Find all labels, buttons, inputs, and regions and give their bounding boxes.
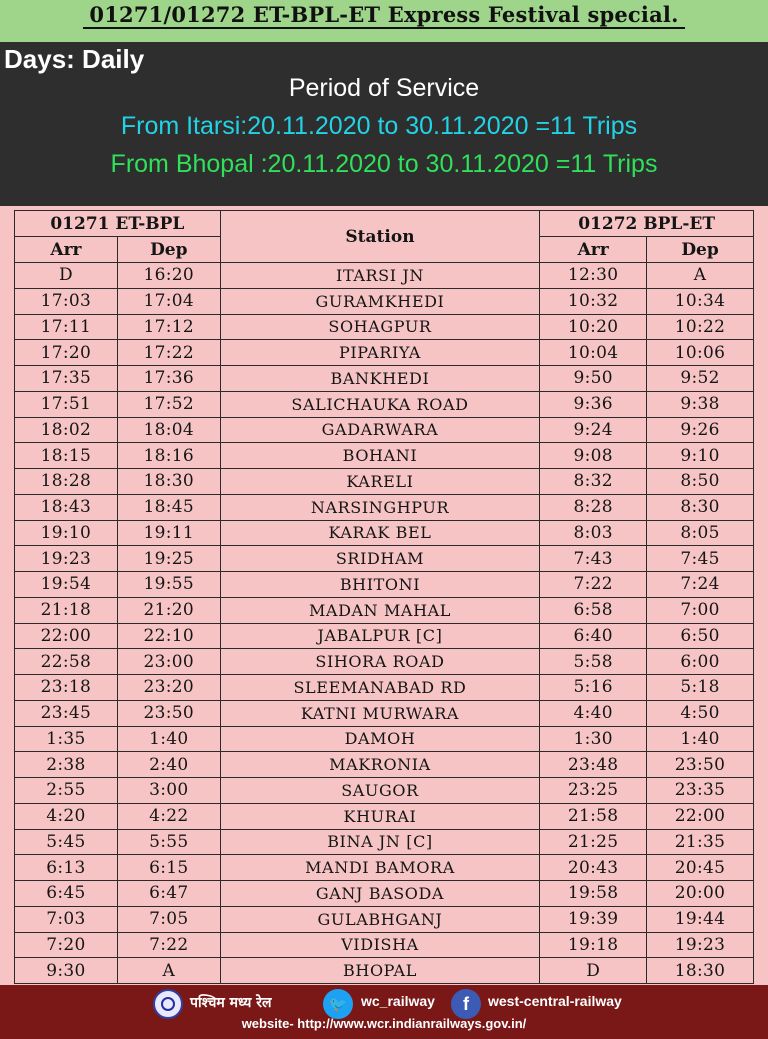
up-dep-cell: 17:12 <box>117 314 220 340</box>
table-row <box>15 546 754 572</box>
up-dep-cell: 19:55 <box>117 572 220 598</box>
station-cell: BHITONI <box>220 572 540 598</box>
station-cell: BINA JN [C] <box>220 829 540 855</box>
table-row <box>15 572 754 598</box>
table-row <box>15 726 754 752</box>
station-cell: BOHANI <box>220 443 540 469</box>
down-arr-cell: 23:48 <box>540 752 647 778</box>
up-arr-cell: 6:45 <box>15 881 118 907</box>
up-dep-cell: 17:36 <box>117 366 220 392</box>
down-dep-header: Dep <box>647 237 754 263</box>
down-arr-cell: 1:30 <box>540 726 647 752</box>
station-cell: BHOPAL <box>220 958 540 984</box>
down-dep-cell: 21:35 <box>647 829 754 855</box>
up-arr-cell: 18:02 <box>15 417 118 443</box>
station-cell: SAUGOR <box>220 778 540 804</box>
up-arr-cell: 21:18 <box>15 597 118 623</box>
up-dep-cell: 6:47 <box>117 881 220 907</box>
down-dep-cell: 6:00 <box>647 649 754 675</box>
website-link[interactable]: website- http://www.wcr.indianrailways.gov.in/ <box>241 1016 527 1031</box>
up-arr-header: Arr <box>15 237 118 263</box>
down-arr-cell: 19:18 <box>540 932 647 958</box>
down-dep-cell: 1:40 <box>647 726 754 752</box>
timetable-area <box>0 206 768 985</box>
up-arr-cell: 17:20 <box>15 340 118 366</box>
up-arr-cell: 22:58 <box>15 649 118 675</box>
table-row <box>15 829 754 855</box>
station-cell: MADAN MAHAL <box>220 597 540 623</box>
table-row <box>15 469 754 495</box>
up-dep-cell: A <box>117 958 220 984</box>
station-cell: KATNI MURWARA <box>220 700 540 726</box>
table-row <box>15 391 754 417</box>
up-arr-cell: 5:45 <box>15 829 118 855</box>
facebook-icon[interactable]: f <box>451 989 481 1019</box>
up-arr-cell: 7:20 <box>15 932 118 958</box>
footer <box>0 985 768 1039</box>
up-dep-cell: 7:22 <box>117 932 220 958</box>
up-arr-cell: 4:20 <box>15 803 118 829</box>
down-arr-cell: 10:32 <box>540 288 647 314</box>
up-arr-cell: 18:15 <box>15 443 118 469</box>
down-arr-cell: 10:20 <box>540 314 647 340</box>
up-dep-cell: 7:05 <box>117 906 220 932</box>
table-row <box>15 958 754 984</box>
station-cell: GADARWARA <box>220 417 540 443</box>
station-cell: JABALPUR [C] <box>220 623 540 649</box>
down-arr-cell: 9:08 <box>540 443 647 469</box>
up-dep-cell: 16:20 <box>117 263 220 289</box>
down-dep-cell: 7:24 <box>647 572 754 598</box>
station-cell: KHURAI <box>220 803 540 829</box>
up-arr-cell: D <box>15 263 118 289</box>
table-row <box>15 417 754 443</box>
down-arr-cell: 9:24 <box>540 417 647 443</box>
station-cell: SALICHAUKA ROAD <box>220 391 540 417</box>
table-row <box>15 881 754 907</box>
twitter-icon[interactable]: 🐦 <box>323 989 353 1019</box>
table-row <box>15 314 754 340</box>
up-dep-cell: 17:22 <box>117 340 220 366</box>
down-dep-cell: 9:38 <box>647 391 754 417</box>
train-down-header: 01272 BPL-ET <box>540 211 754 237</box>
up-arr-cell: 2:38 <box>15 752 118 778</box>
table-row <box>15 443 754 469</box>
table-row <box>15 855 754 881</box>
down-dep-cell: 20:00 <box>647 881 754 907</box>
up-arr-cell: 1:35 <box>15 726 118 752</box>
station-cell: GANJ BASODA <box>220 881 540 907</box>
down-arr-cell: 8:28 <box>540 494 647 520</box>
table-row <box>15 932 754 958</box>
down-dep-cell: 10:06 <box>647 340 754 366</box>
up-arr-cell: 23:45 <box>15 700 118 726</box>
page-title: 01271/01272 ET-BPL-ET Express Festival special. <box>0 2 768 27</box>
up-arr-cell: 19:23 <box>15 546 118 572</box>
facebook-handle-link[interactable]: west-central-railway <box>488 993 622 1009</box>
table-row <box>15 520 754 546</box>
railway-hindi-name: पश्चिम मध्य रेल <box>190 995 272 1011</box>
down-arr-cell: 5:58 <box>540 649 647 675</box>
down-dep-cell: 9:52 <box>647 366 754 392</box>
up-dep-cell: 5:55 <box>117 829 220 855</box>
up-arr-cell: 6:13 <box>15 855 118 881</box>
period-of-service-heading: Period of Service <box>288 74 480 102</box>
up-dep-cell: 18:45 <box>117 494 220 520</box>
down-dep-cell: 4:50 <box>647 700 754 726</box>
down-arr-cell: 7:22 <box>540 572 647 598</box>
up-arr-cell: 2:55 <box>15 778 118 804</box>
down-arr-cell: 8:03 <box>540 520 647 546</box>
up-arr-cell: 23:18 <box>15 675 118 701</box>
down-arr-cell: 10:04 <box>540 340 647 366</box>
station-cell: VIDISHA <box>220 932 540 958</box>
down-dep-cell: 9:10 <box>647 443 754 469</box>
up-dep-cell: 6:15 <box>117 855 220 881</box>
up-arr-cell: 17:51 <box>15 391 118 417</box>
down-arr-cell: 9:36 <box>540 391 647 417</box>
up-dep-cell: 3:00 <box>117 778 220 804</box>
down-arr-cell: 6:40 <box>540 623 647 649</box>
station-cell: PIPARIYA <box>220 340 540 366</box>
up-dep-cell: 17:52 <box>117 391 220 417</box>
down-dep-cell: 10:22 <box>647 314 754 340</box>
up-dep-cell: 22:10 <box>117 623 220 649</box>
down-dep-cell: 19:44 <box>647 906 754 932</box>
up-arr-cell: 19:54 <box>15 572 118 598</box>
service-info-panel <box>0 42 768 206</box>
station-cell: MANDI BAMORA <box>220 855 540 881</box>
table-row <box>15 623 754 649</box>
up-dep-cell: 18:16 <box>117 443 220 469</box>
down-dep-cell: 8:30 <box>647 494 754 520</box>
down-arr-cell: 20:43 <box>540 855 647 881</box>
table-row <box>15 494 754 520</box>
down-arr-cell: 21:58 <box>540 803 647 829</box>
down-dep-cell: 5:18 <box>647 675 754 701</box>
up-dep-cell: 21:20 <box>117 597 220 623</box>
down-arr-cell: 9:50 <box>540 366 647 392</box>
station-cell: SOHAGPUR <box>220 314 540 340</box>
up-arr-cell: 7:03 <box>15 906 118 932</box>
up-arr-cell: 17:11 <box>15 314 118 340</box>
up-dep-cell: 18:30 <box>117 469 220 495</box>
table-row <box>15 340 754 366</box>
table-row <box>15 288 754 314</box>
station-cell: ITARSI JN <box>220 263 540 289</box>
up-dep-cell: 1:40 <box>117 726 220 752</box>
down-dep-cell: 8:05 <box>647 520 754 546</box>
up-arr-cell: 17:03 <box>15 288 118 314</box>
down-dep-cell: 7:00 <box>647 597 754 623</box>
down-arr-cell: 4:40 <box>540 700 647 726</box>
up-dep-cell: 18:04 <box>117 417 220 443</box>
down-arr-cell: 7:43 <box>540 546 647 572</box>
up-arr-cell: 19:10 <box>15 520 118 546</box>
up-dep-cell: 2:40 <box>117 752 220 778</box>
up-dep-cell: 17:04 <box>117 288 220 314</box>
trips-from-itarsi: From Itarsi:20.11.2020 to 30.11.2020 =11 Trips <box>120 112 638 140</box>
down-dep-cell: A <box>647 263 754 289</box>
up-arr-cell: 17:35 <box>15 366 118 392</box>
timetable-body <box>15 263 754 984</box>
down-dep-cell: 8:50 <box>647 469 754 495</box>
down-arr-cell: 21:25 <box>540 829 647 855</box>
station-cell: SRIDHAM <box>220 546 540 572</box>
up-dep-cell: 19:11 <box>117 520 220 546</box>
station-cell: NARSINGHPUR <box>220 494 540 520</box>
station-cell: GURAMKHEDI <box>220 288 540 314</box>
station-cell: GULABHGANJ <box>220 906 540 932</box>
down-dep-cell: 22:00 <box>647 803 754 829</box>
up-dep-cell: 23:00 <box>117 649 220 675</box>
table-row <box>15 803 754 829</box>
title-bar <box>0 0 768 42</box>
down-arr-cell: 5:16 <box>540 675 647 701</box>
up-dep-header: Dep <box>117 237 220 263</box>
down-arr-cell: 19:39 <box>540 906 647 932</box>
up-arr-cell: 22:00 <box>15 623 118 649</box>
up-dep-cell: 23:50 <box>117 700 220 726</box>
down-dep-cell: 23:50 <box>647 752 754 778</box>
up-dep-cell: 19:25 <box>117 546 220 572</box>
down-dep-cell: 9:26 <box>647 417 754 443</box>
down-arr-cell: 19:58 <box>540 881 647 907</box>
down-dep-cell: 10:34 <box>647 288 754 314</box>
down-dep-cell: 6:50 <box>647 623 754 649</box>
up-arr-cell: 18:28 <box>15 469 118 495</box>
station-cell: MAKRONIA <box>220 752 540 778</box>
down-arr-header: Arr <box>540 237 647 263</box>
table-row <box>15 700 754 726</box>
down-arr-cell: 8:32 <box>540 469 647 495</box>
trips-from-bhopal: From Bhopal :20.11.2020 to 30.11.2020 =11 Trips <box>110 150 658 178</box>
down-dep-cell: 7:45 <box>647 546 754 572</box>
down-arr-cell: D <box>540 958 647 984</box>
table-row <box>15 675 754 701</box>
down-dep-cell: 19:23 <box>647 932 754 958</box>
up-arr-cell: 9:30 <box>15 958 118 984</box>
station-cell: DAMOH <box>220 726 540 752</box>
up-dep-cell: 4:22 <box>117 803 220 829</box>
down-dep-cell: 20:45 <box>647 855 754 881</box>
station-cell: SIHORA ROAD <box>220 649 540 675</box>
days-label: Days: Daily <box>4 44 145 74</box>
down-arr-cell: 23:25 <box>540 778 647 804</box>
table-row <box>15 366 754 392</box>
down-dep-cell: 23:35 <box>647 778 754 804</box>
table-row <box>15 752 754 778</box>
table-row <box>15 263 754 289</box>
timetable <box>14 210 754 984</box>
up-dep-cell: 23:20 <box>117 675 220 701</box>
station-cell: SLEEMANABAD RD <box>220 675 540 701</box>
table-row <box>15 906 754 932</box>
twitter-handle-link[interactable]: wc_railway <box>361 993 435 1009</box>
station-header: Station <box>220 211 540 263</box>
station-cell: BANKHEDI <box>220 366 540 392</box>
station-cell: KARELI <box>220 469 540 495</box>
down-dep-cell: 18:30 <box>647 958 754 984</box>
down-arr-cell: 6:58 <box>540 597 647 623</box>
table-row <box>15 597 754 623</box>
train-up-header: 01271 ET-BPL <box>15 211 221 237</box>
table-row <box>15 778 754 804</box>
down-arr-cell: 12:30 <box>540 263 647 289</box>
railway-emblem-icon <box>153 989 183 1019</box>
table-row <box>15 649 754 675</box>
station-cell: KARAK BEL <box>220 520 540 546</box>
up-arr-cell: 18:43 <box>15 494 118 520</box>
